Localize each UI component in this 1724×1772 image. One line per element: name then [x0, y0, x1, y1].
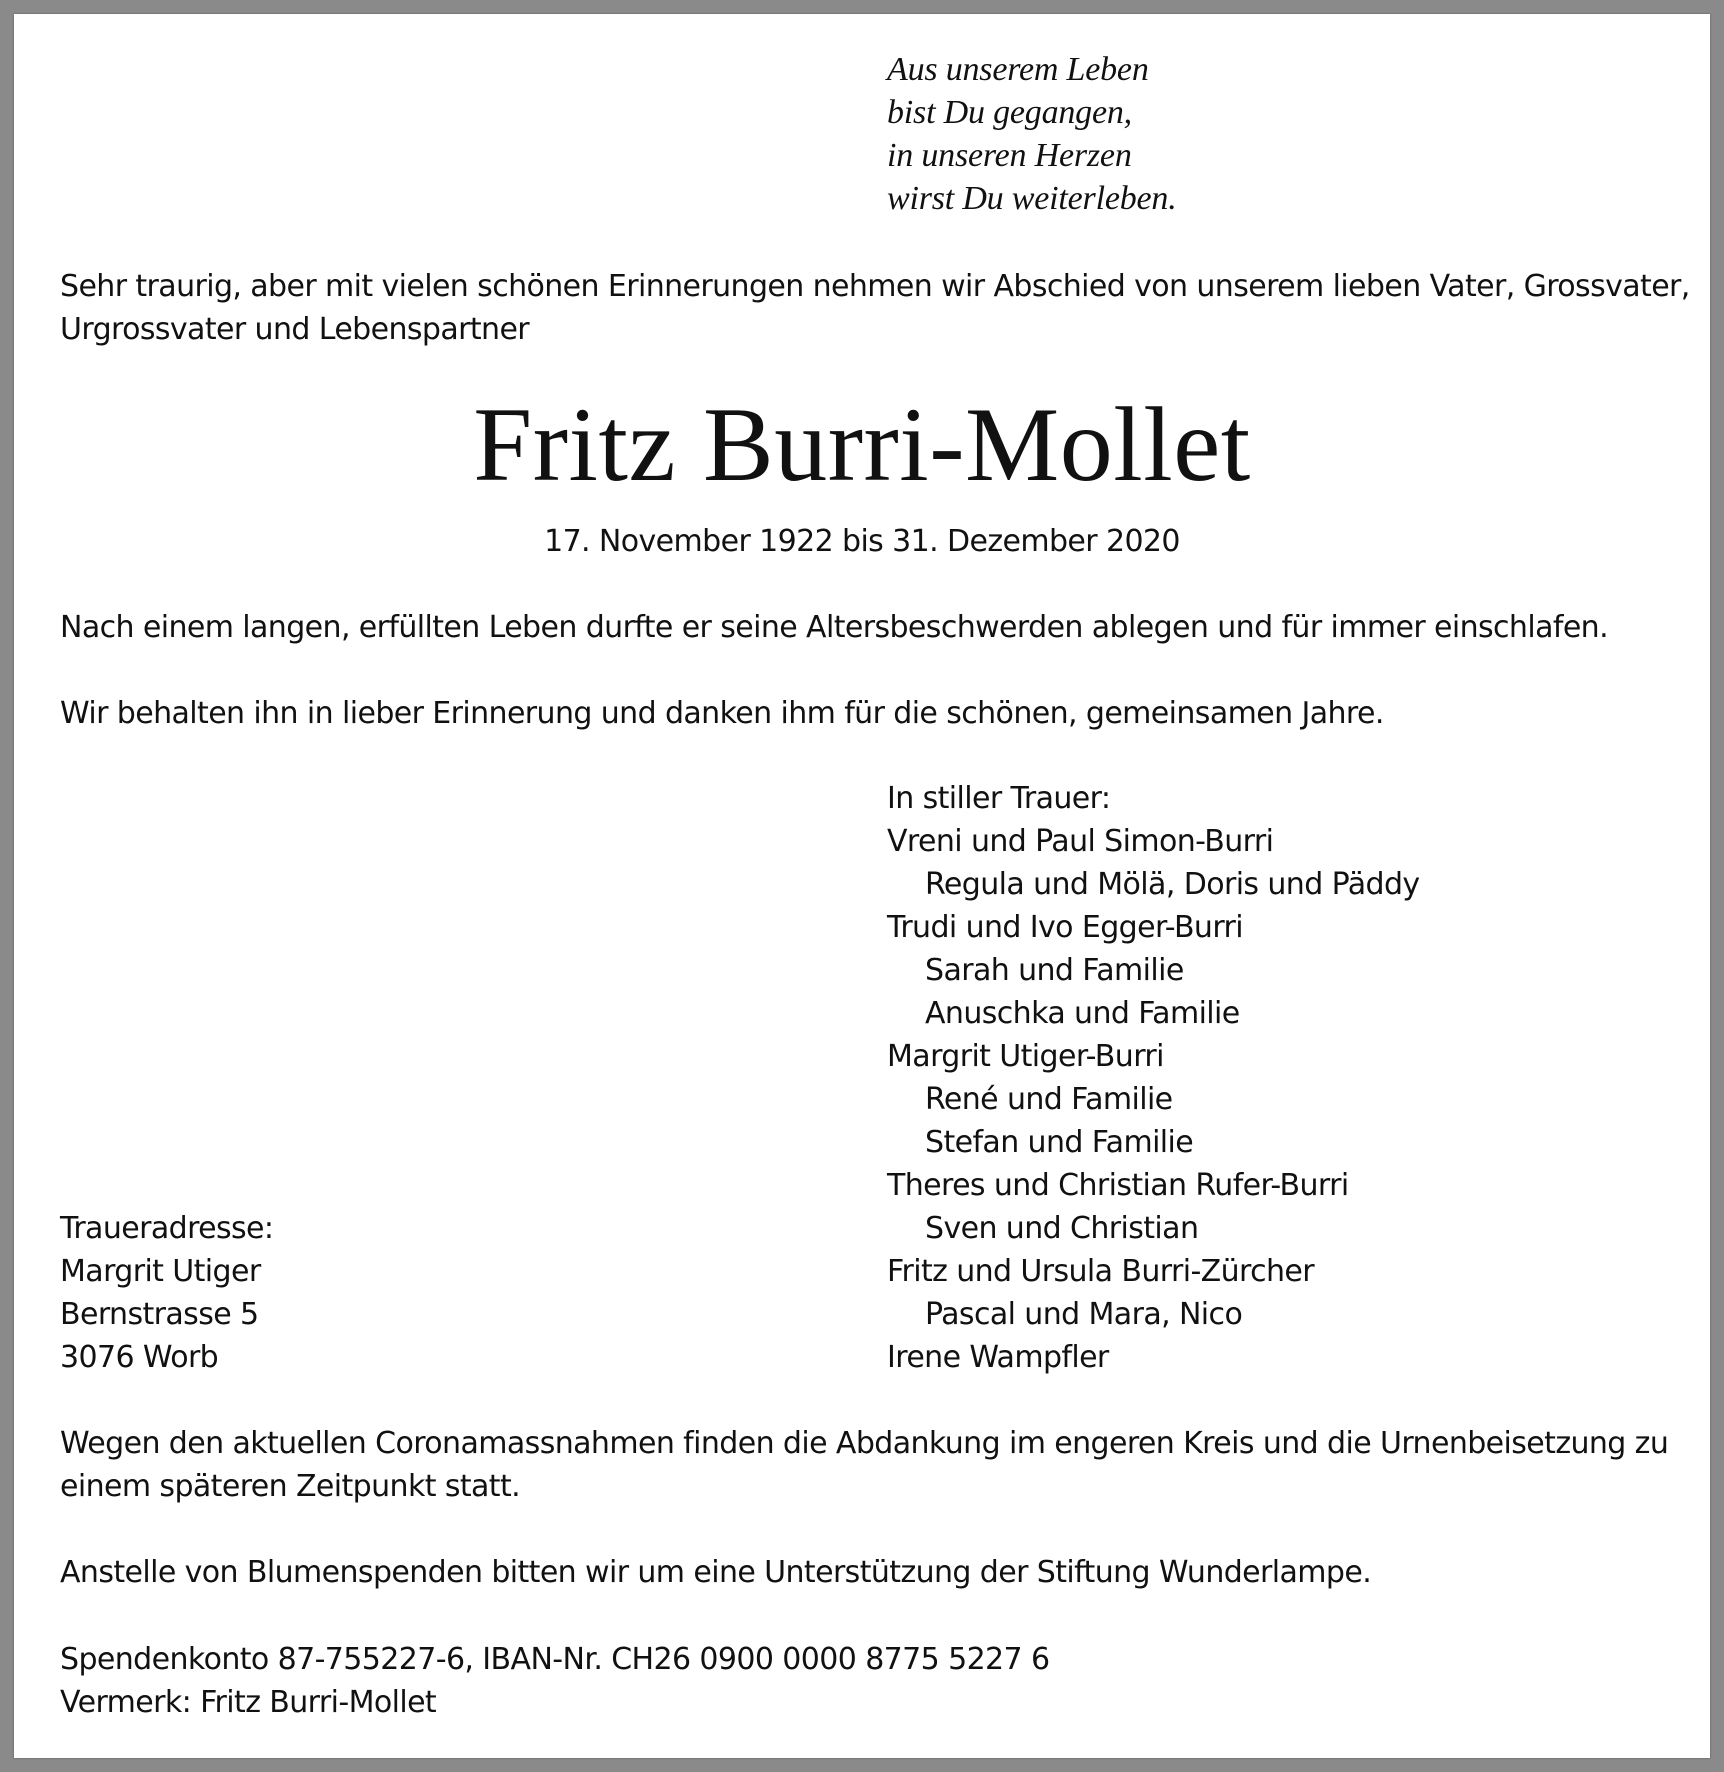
mourner-line: René und Familie [925, 1082, 1173, 1117]
donation-details [60, 1638, 1049, 1724]
poem-line: bist Du gegangen, [887, 94, 1132, 131]
address-name: Margrit Utiger [60, 1254, 261, 1289]
intro-line: Sehr traurig, aber mit vielen schönen Erinnerungen nehmen wir Abschied von unserem lieben Vater, Grossvater, [60, 269, 1690, 304]
donation-request: Anstelle von Blumenspenden bitten wir um eine Unterstützung der Stiftung Wunderlampe. [60, 1555, 1372, 1590]
mourners-heading: In stiller Trauer: [887, 781, 1111, 816]
poem-line: Aus unserem Leben [887, 51, 1149, 88]
poem [887, 48, 1177, 220]
paragraph-remembrance: Wir behalten ihn in lieber Erinnerung und danken ihm für die schönen, gemeinsamen Jahre. [60, 696, 1384, 731]
mourner-line: Fritz und Ursula Burri-Zürcher [887, 1254, 1315, 1289]
intro-line: Urgrossvater und Lebenspartner [60, 312, 530, 347]
deceased-name: Fritz Burri-Mollet [473, 386, 1251, 503]
address-city: 3076 Worb [60, 1340, 219, 1375]
notice-line: Wegen den aktuellen Coronamassnahmen finden die Abdankung im engeren Kreis und die Urnenbeisetzung zu [60, 1426, 1669, 1461]
donation-account: Spendenkonto 87-755227-6, IBAN-Nr. CH26 0900 0000 8775 5227 6 [60, 1642, 1050, 1677]
mourner-line: Sven und Christian [925, 1211, 1199, 1246]
intro-text [60, 265, 1690, 351]
mourner-line: Stefan und Familie [925, 1125, 1194, 1160]
mourner-line: Anuschka und Familie [925, 996, 1240, 1031]
poem-line: in unseren Herzen [887, 137, 1132, 174]
mourner-line: Sarah und Familie [925, 953, 1184, 988]
mourner-line: Margrit Utiger-Burri [887, 1039, 1164, 1074]
poem-line: wirst Du weiterleben. [887, 180, 1177, 217]
mourner-line: Theres und Christian Rufer-Burri [887, 1168, 1349, 1203]
life-dates: 17. November 1922 bis 31. Dezember 2020 [544, 524, 1180, 559]
mourner-line: Vreni und Paul Simon-Burri [887, 824, 1274, 859]
notice-line: einem späteren Zeitpunkt statt. [60, 1469, 521, 1504]
donation-remark: Vermerk: Fritz Burri-Mollet [60, 1685, 437, 1720]
mourners-list [887, 777, 1420, 1379]
mourner-line: Irene Wampfler [887, 1340, 1109, 1375]
mourner-line: Trudi und Ivo Egger-Burri [887, 910, 1244, 945]
address-label: Traueradresse: [60, 1211, 274, 1246]
corona-notice [60, 1422, 1668, 1508]
mourner-line: Regula und Mölä, Doris und Päddy [925, 867, 1420, 902]
mourning-address [60, 1207, 273, 1379]
address-street: Bernstrasse 5 [60, 1297, 259, 1332]
mourner-line: Pascal und Mara, Nico [925, 1297, 1243, 1332]
paragraph-passing: Nach einem langen, erfüllten Leben durfte er seine Altersbeschwerden ablegen und für immer einschlafen. [60, 610, 1609, 645]
